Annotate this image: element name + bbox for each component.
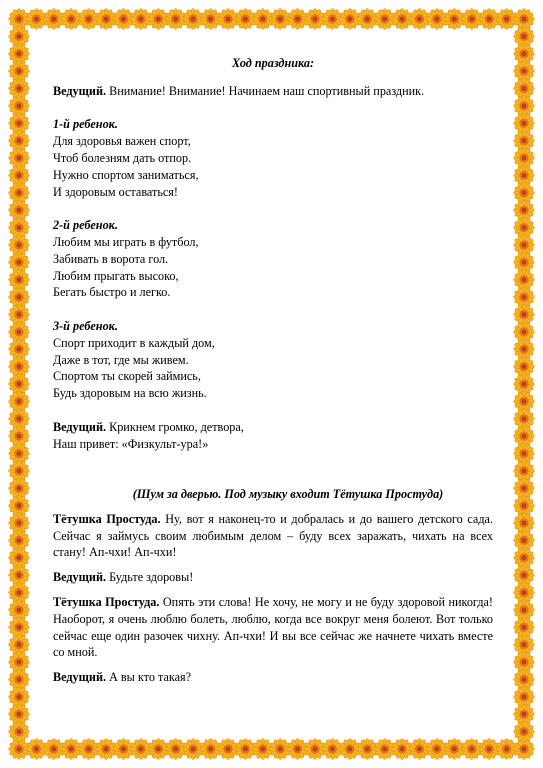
verse-line: Будь здоровым на всю жизнь. xyxy=(53,386,207,401)
host-call-text: Крикнем громко, детвора, xyxy=(106,419,244,434)
verse-line: Нужно спортом заниматься, xyxy=(53,167,199,182)
verse-line: Любим мы играть в футбол, xyxy=(53,234,199,249)
speaker-child-2: 2-й ребенок. xyxy=(53,218,118,233)
verse-line: Бегать быстро и легко. xyxy=(53,285,171,300)
speaker-aunt: Тётушка Простуда. xyxy=(53,511,161,526)
host-ask-text: А вы кто такая? xyxy=(106,670,192,685)
verse-line: Забивать в ворота гол. xyxy=(53,251,169,266)
stage-direction: (Шум за дверью. Под музыку входит Тётушка Простуда) xyxy=(132,486,444,501)
verse-line: Спорт приходит в каждый дом, xyxy=(53,335,215,350)
host-intro-text: Внимание! Внимание! Начинаем наш спортивный праздник. xyxy=(106,83,425,98)
sun-flower-icon xyxy=(9,721,30,742)
speaker-child-1: 1-й ребенок. xyxy=(53,117,118,132)
sun-flower-icon xyxy=(514,721,535,742)
verse-line: Спортом ты скорей займись, xyxy=(53,369,201,384)
aunt-speech-1 xyxy=(53,511,493,561)
speaker-child-3: 3-й ребенок. xyxy=(53,318,118,333)
host-ask-line xyxy=(53,669,493,686)
speaker-aunt: Тётушка Простуда. xyxy=(53,594,160,609)
speaker-host: Ведущий. xyxy=(53,570,107,585)
aunt-speech-2 xyxy=(53,594,493,661)
aunt-speech-2-text: Опять эти слова! Не хочу, не могу и не буду здоровой никогда! Наоборот, я очень люблю болеть, люблю, когда все вокруг меня болеют. Вот только сейчас еще один разочек чихну. Ап-чхи! И вы все сейчас же начнете чихать вместе со мной. xyxy=(53,594,493,660)
verse-line: Чтоб болезням дать отпор. xyxy=(53,150,192,165)
verse-line: Для здоровья важен спорт, xyxy=(53,134,191,149)
host-call-line-2: Наш привет: «Физкульт-ура!» xyxy=(53,436,209,451)
host-bless-text: Будьте здоровы! xyxy=(106,570,194,585)
document-body xyxy=(53,55,493,686)
host-bless-line xyxy=(53,569,493,586)
verse-line: Любим прыгать высоко, xyxy=(53,268,179,283)
page-title: Ход праздника: xyxy=(231,56,315,70)
verse-line: И здоровым оставаться! xyxy=(53,184,178,199)
host-call-line-1 xyxy=(53,419,493,436)
verse-line: Даже в тот, где мы живем. xyxy=(53,352,189,367)
host-intro-line xyxy=(53,83,493,100)
speaker-host: Ведущий. xyxy=(53,419,107,434)
speaker-host: Ведущий. xyxy=(53,670,107,685)
speaker-host: Ведущий. xyxy=(53,83,107,98)
aunt-speech-1-text: Ну, вот я наконец-то и добралась и до вашего детского сада. Сейчас я займусь своим любимым делом – буду всех заражать, чихать на всех стану! Ап-чхи! Ап-чхи! xyxy=(53,511,493,560)
